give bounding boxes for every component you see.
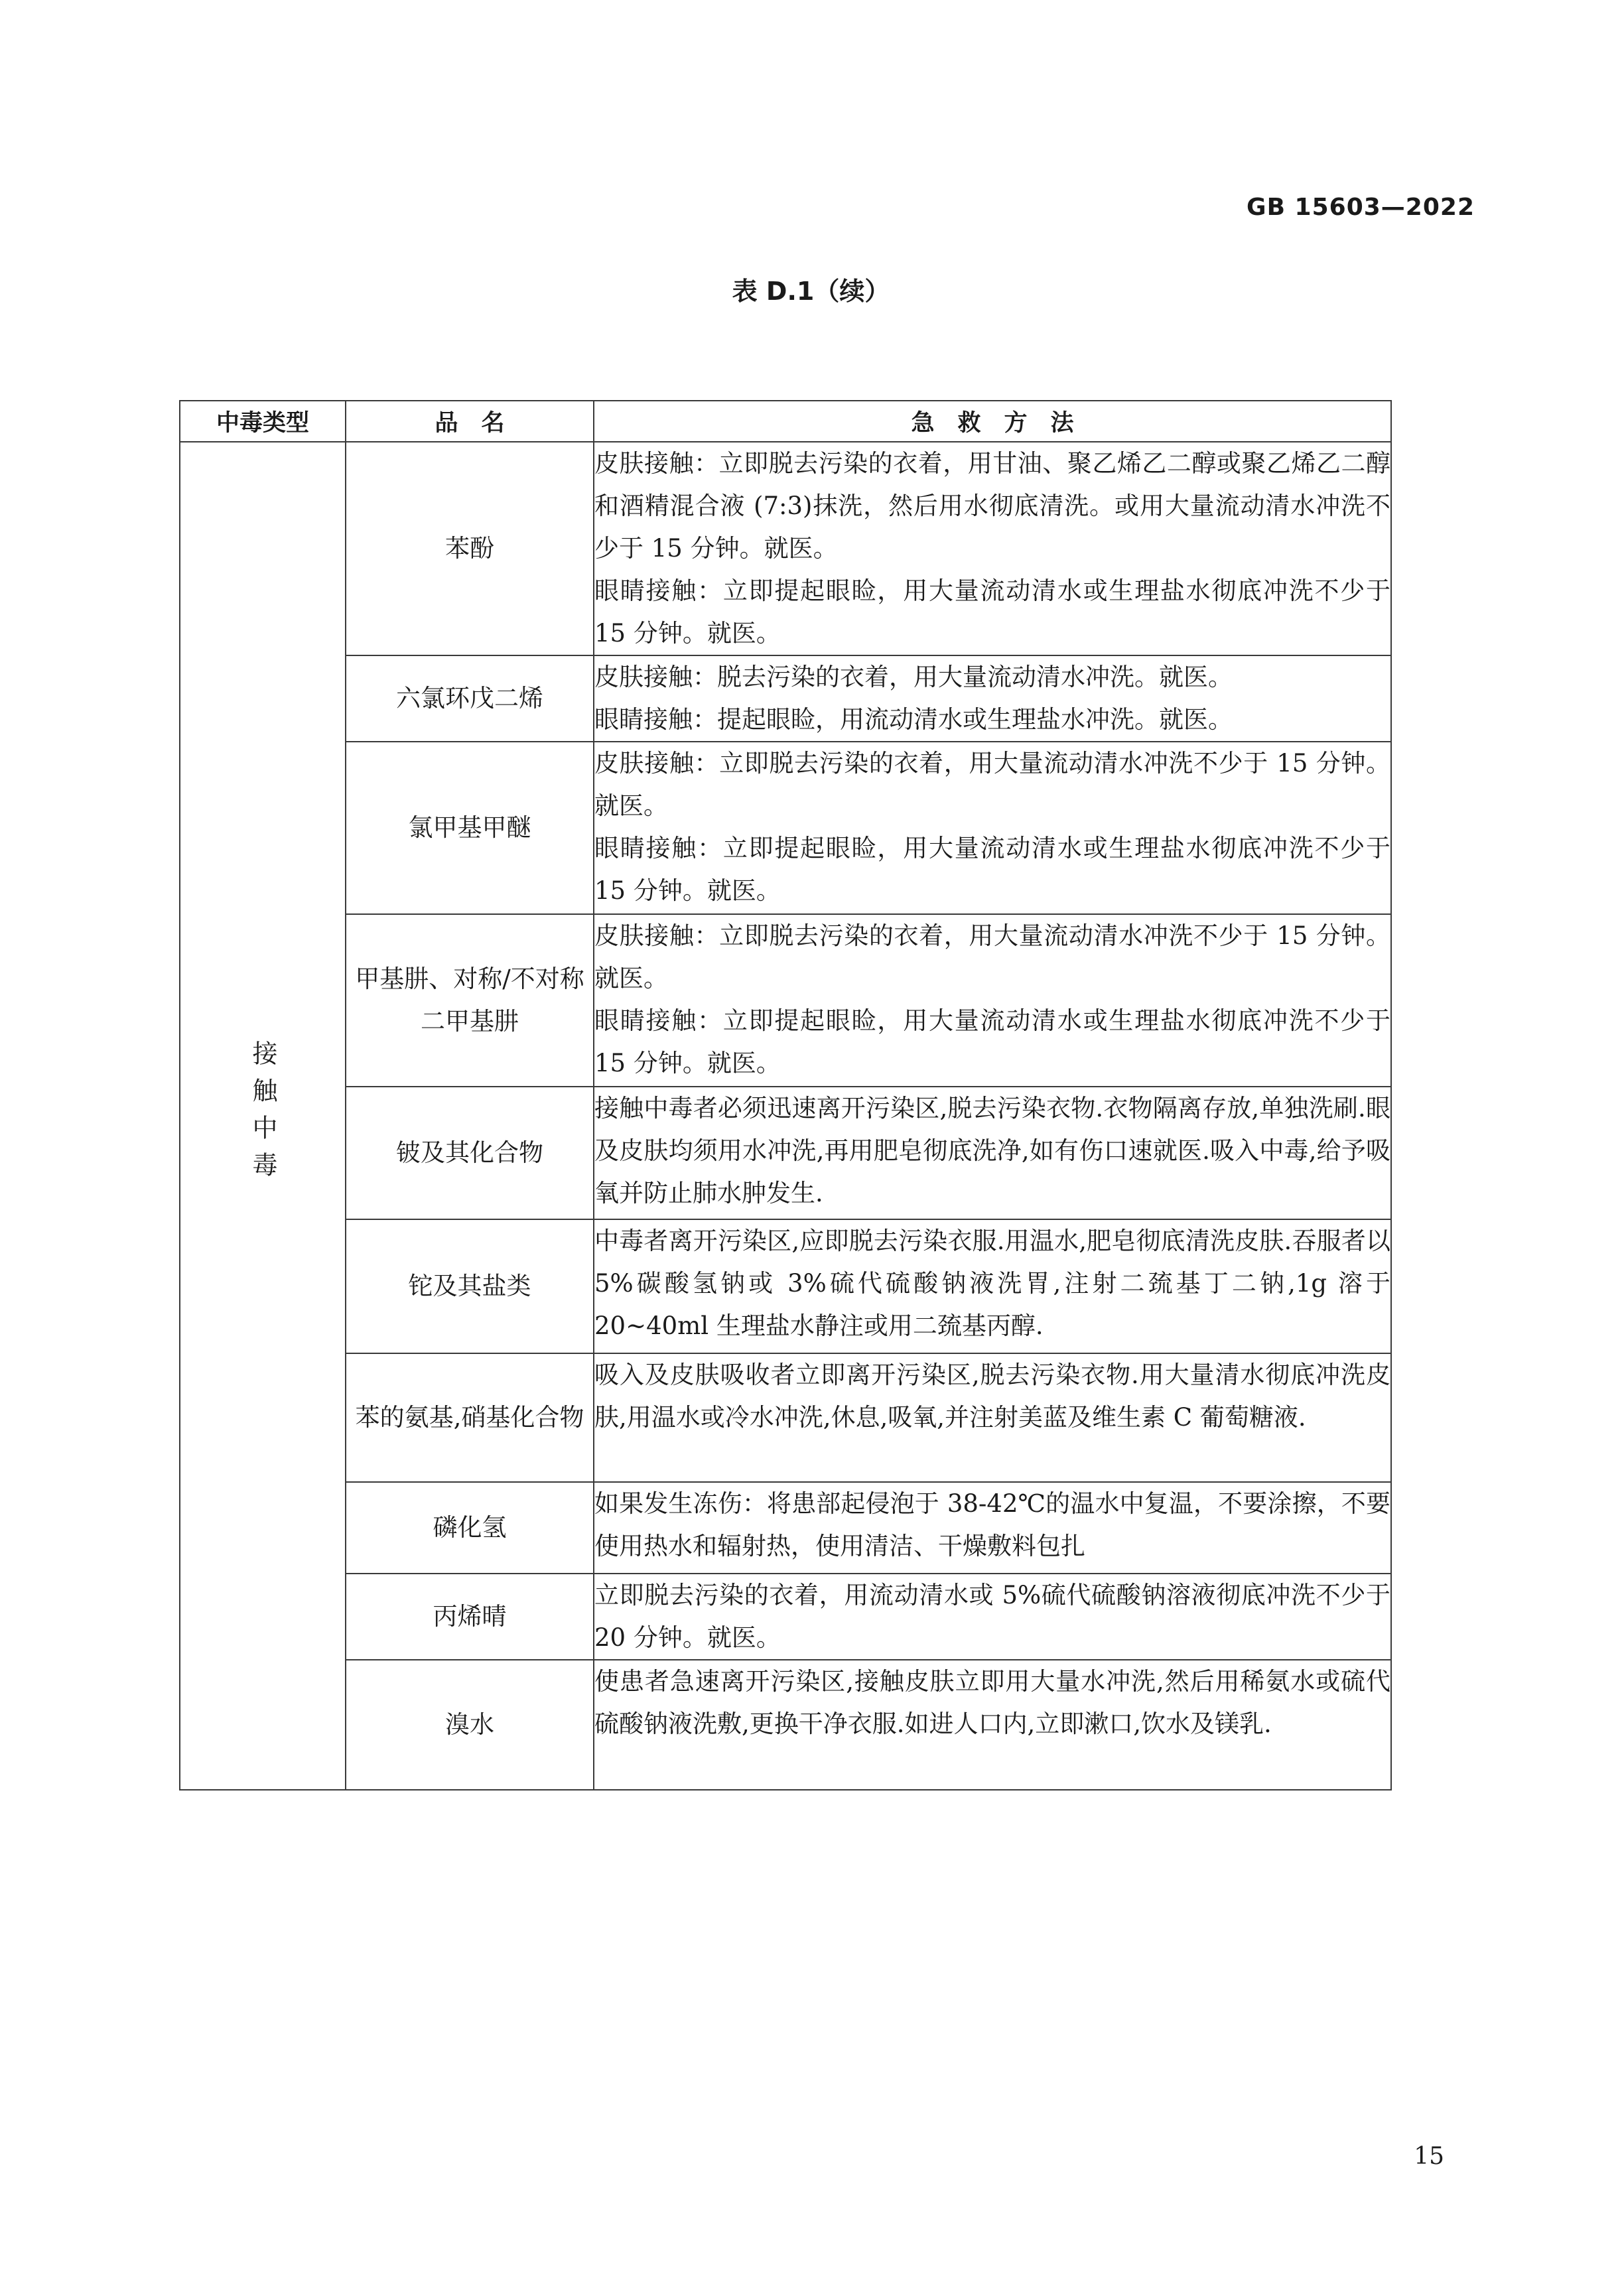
table-row <box>180 1087 1391 1219</box>
first-aid-method-cell <box>594 1087 1391 1219</box>
table-row <box>180 1574 1391 1660</box>
first-aid-method-cell <box>594 914 1391 1087</box>
product-name-cell: 苯酚 <box>346 442 594 655</box>
method-line: 眼睛接触：立即提起眼睑，用大量流动清水或生理盐水彻底冲洗不少于 15 分钟。就医。 <box>594 576 1390 647</box>
first-aid-table <box>179 400 1392 1790</box>
table-row <box>180 1219 1391 1353</box>
table-row <box>180 1482 1391 1574</box>
header-first-aid-method: 急 救 方 法 <box>594 401 1391 442</box>
product-name-cell: 溴水 <box>346 1660 594 1790</box>
method-line: 皮肤接触：立即脱去污染的衣着，用大量流动清水冲洗不少于 15 分钟。就医。 <box>594 921 1390 992</box>
table-row <box>180 914 1391 1087</box>
poison-type-cell <box>180 442 346 1790</box>
poison-type-label: 接触中毒 <box>248 1040 277 1189</box>
method-line: 吸入及皮肤吸收者立即离开污染区,脱去污染衣物.用大量清水彻底冲洗皮肤,用温水或冷水冲洗,休息,吸氧,并注射美蓝及维生素 C 葡萄糖液. <box>594 1361 1390 1432</box>
first-aid-method-cell <box>594 1353 1391 1482</box>
table-row <box>180 742 1391 914</box>
header-product-name: 品 名 <box>346 401 594 442</box>
table-header-row <box>180 401 1391 442</box>
first-aid-method-cell <box>594 1660 1391 1790</box>
product-name-cell: 苯的氨基,硝基化合物 <box>346 1353 594 1482</box>
table-title: 表 D.1（续） <box>732 277 890 306</box>
first-aid-method-cell <box>594 1574 1391 1660</box>
table-row <box>180 1353 1391 1482</box>
method-line: 眼睛接触：立即提起眼睑，用大量流动清水或生理盐水彻底冲洗不少于 15 分钟。就医。 <box>594 834 1390 905</box>
product-name-cell: 甲基肼、对称/不对称二甲基肼 <box>346 914 594 1087</box>
method-line: 中毒者离开污染区,应即脱去污染衣服.用温水,肥皂彻底清洗皮肤.吞服者以 5%碳酸氢钠或 3%硫代硫酸钠液洗胃,注射二巯基丁二钠,1g 溶于 20~40ml 生理盐水静注或用二巯基丙醇. <box>594 1227 1390 1340</box>
header-poison-type: 中毒类型 <box>180 401 346 442</box>
table-row <box>180 442 1391 655</box>
method-line: 眼睛接触：提起眼睑，用流动清水或生理盐水冲洗。就医。 <box>594 705 1233 734</box>
product-name-cell: 铊及其盐类 <box>346 1219 594 1353</box>
first-aid-method-cell <box>594 655 1391 742</box>
method-line: 皮肤接触：脱去污染的衣着，用大量流动清水冲洗。就医。 <box>594 663 1233 691</box>
method-line: 如果发生冻伤：将患部起侵泡于 38-42℃的温水中复温，不要涂擦，不要使用热水和辐射热，使用清洁、干燥敷料包扎 <box>594 1489 1390 1560</box>
method-line: 接触中毒者必须迅速离开污染区,脱去污染衣物.衣物隔离存放,单独洗刷.眼及皮肤均须用水冲洗,再用肥皂彻底洗净,如有伤口速就医.吸入中毒,给予吸氧并防止肺水肿发生. <box>594 1094 1390 1207</box>
table-row <box>180 655 1391 742</box>
first-aid-method-cell <box>594 1482 1391 1574</box>
first-aid-method-cell <box>594 442 1391 655</box>
product-name-cell: 氯甲基甲醚 <box>346 742 594 914</box>
product-name-cell: 铍及其化合物 <box>346 1087 594 1219</box>
method-line: 立即脱去污染的衣着，用流动清水或 5%硫代硫酸钠溶液彻底冲洗不少于 20 分钟。就医。 <box>594 1581 1390 1652</box>
first-aid-method-cell <box>594 1219 1391 1353</box>
method-line: 皮肤接触：立即脱去污染的衣着，用甘油、聚乙烯乙二醇或聚乙烯乙二醇和酒精混合液 (7:3)抹洗，然后用水彻底清洗。或用大量流动清水冲洗不少于 15 分钟。就医。 <box>594 449 1390 563</box>
product-name-cell: 六氯环戊二烯 <box>346 655 594 742</box>
method-line: 眼睛接触：立即提起眼睑，用大量流动清水或生理盐水彻底冲洗不少于 15 分钟。就医。 <box>594 1006 1390 1077</box>
product-name-cell: 磷化氢 <box>346 1482 594 1574</box>
table-row <box>180 1660 1391 1790</box>
method-line: 皮肤接触：立即脱去污染的衣着，用大量流动清水冲洗不少于 15 分钟。就医。 <box>594 749 1390 820</box>
standard-code: GB 15603—2022 <box>1247 194 1475 221</box>
product-name-cell: 丙烯晴 <box>346 1574 594 1660</box>
page-number: 15 <box>1414 2143 1444 2170</box>
method-line: 使患者急速离开污染区,接触皮肤立即用大量水冲洗,然后用稀氨水或硫代硫酸钠液洗敷,更换干净衣服.如进人口内,立即漱口,饮水及镁乳. <box>594 1667 1390 1738</box>
first-aid-method-cell <box>594 742 1391 914</box>
